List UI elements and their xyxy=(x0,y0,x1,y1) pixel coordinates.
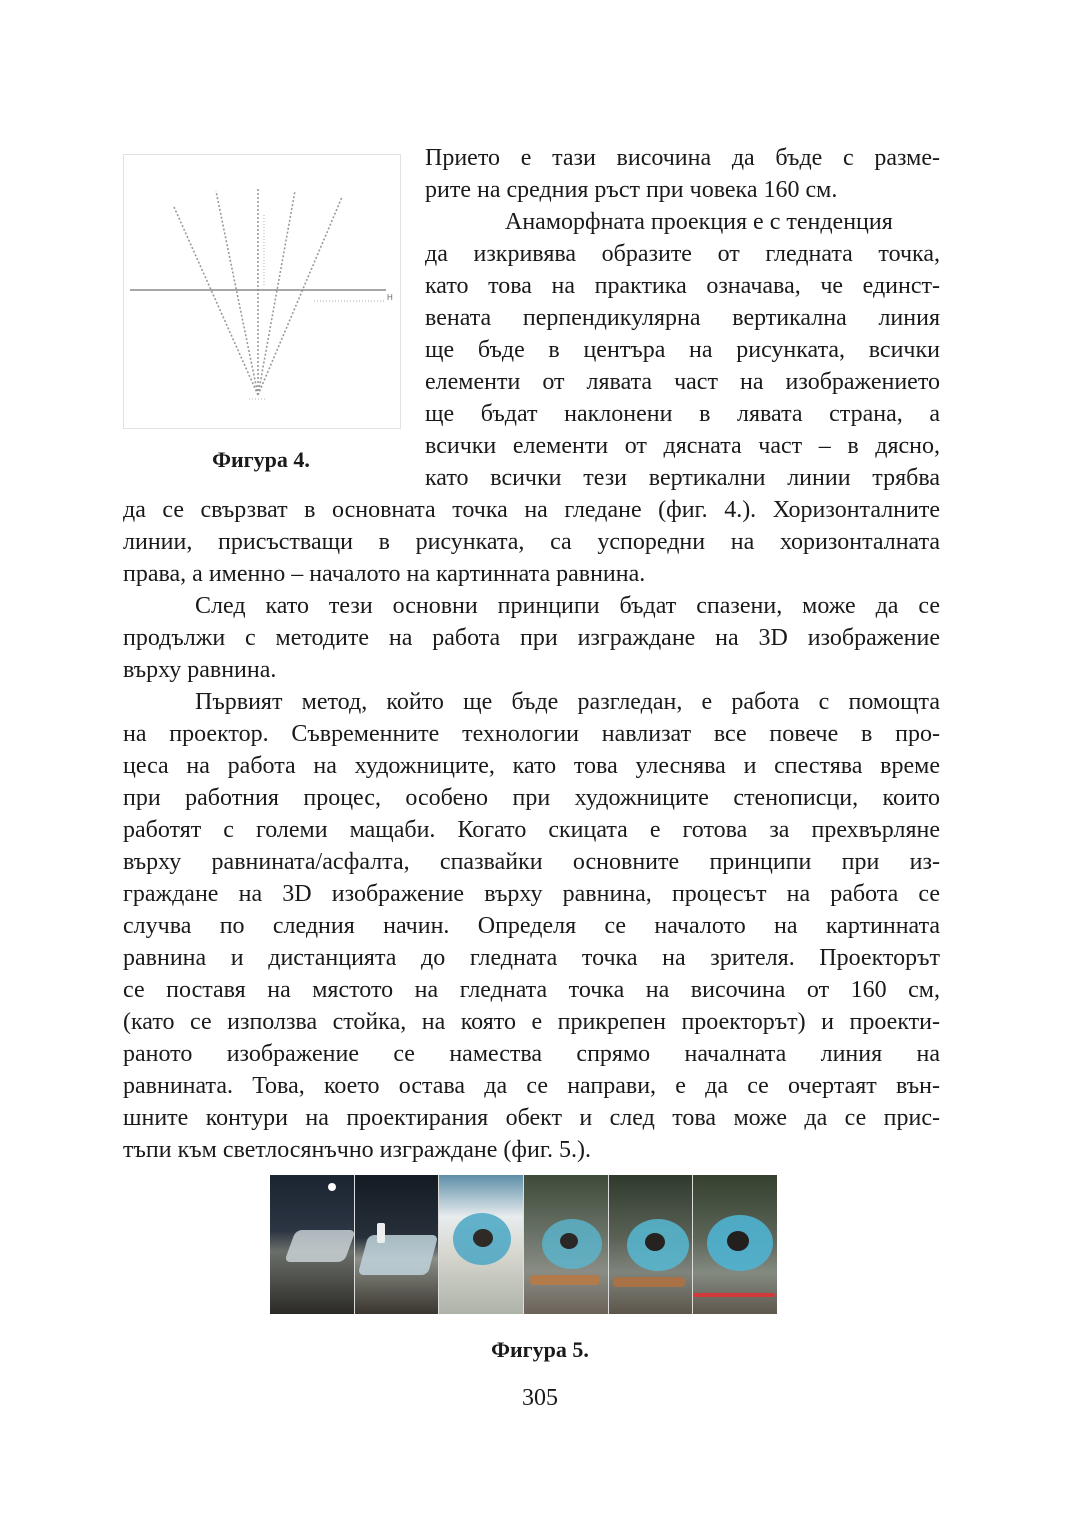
figure-5-photo-strip xyxy=(270,1175,777,1314)
paragraph-2 xyxy=(123,590,940,686)
figure-4-diagram xyxy=(123,154,401,429)
text-line: линии, присъстващи в рисунката, са успоредни на хоризонталната xyxy=(123,529,940,555)
text-line: на проектор. Съвременните технологии навлизат все повече в про- xyxy=(123,721,940,747)
text-line: вената перпендикулярна вертикална линия xyxy=(425,305,940,331)
text-line: След като тези основни принципи бъдат спазени, може да се xyxy=(195,593,940,619)
paragraph-1-continued xyxy=(123,494,940,590)
photo-outlining-drawing xyxy=(524,1175,609,1314)
text-line: върху равнина. xyxy=(123,657,277,683)
photo-painting-in-progress xyxy=(609,1175,694,1314)
figure-4-caption: Фигура 4. xyxy=(212,447,310,472)
wrapped-text-column xyxy=(425,142,940,494)
text-line: граждане на 3D изображение върху равнина, процесът на работа се xyxy=(123,881,940,907)
photo-finished-3d-drawing xyxy=(693,1175,777,1314)
text-line: права, а именно – началото на картинната равнина. xyxy=(123,561,646,587)
paragraph-3 xyxy=(123,686,940,1166)
text-line: равнината. Това, което остава да се направи, е да се очертаят вън- xyxy=(123,1073,940,1099)
text-line: като всички тези вертикални линии трябва xyxy=(425,465,940,491)
perspective-lines-drawing xyxy=(124,155,400,428)
left-outer-line xyxy=(174,207,258,395)
photo-projector-night xyxy=(270,1175,355,1314)
text-line: тъпи към светлосянъчно изграждане (фиг. 5.). xyxy=(123,1137,591,1163)
text-line: да изкривява образите от гледната точка, xyxy=(425,241,940,267)
text-line: Анаморфната проекция е с тенденция xyxy=(505,209,893,235)
photo-sketch-on-paper xyxy=(439,1175,524,1314)
text-line: случва по следния начин. Определя се началото на картинната xyxy=(123,913,940,939)
text-line: рите на средния ръст при човека 160 см. xyxy=(425,177,838,203)
text-line: при работния процес, особено при художниците стенописци, които xyxy=(123,785,940,811)
text-line: ще бъдат наклонени в лявата страна, а xyxy=(425,401,940,427)
text-line: като това на практика означава, че единст- xyxy=(425,273,940,299)
text-line: елементи от лявата част на изображението xyxy=(425,369,940,395)
h-marker: H xyxy=(387,293,393,302)
text-line: шните контури на проектирания обект и след това може да се прис- xyxy=(123,1105,940,1131)
text-line: върху равнината/асфалта, спазвайки основните принципи при из- xyxy=(123,849,940,875)
text-line: цеса на работа на художниците, като това улеснява и спестява време xyxy=(123,753,940,779)
figure-5-caption: Фигура 5. xyxy=(491,1337,589,1362)
left-inner-line xyxy=(216,191,258,395)
text-line: Прието е тази височина да бъде с разме- xyxy=(425,145,940,171)
text-line: всички елементи от дясната част – в дясно, xyxy=(425,433,940,459)
page-number: 305 xyxy=(522,1385,558,1411)
text-line: се поставя на мястото на гледната точка на височина от 160 см, xyxy=(123,977,940,1003)
text-line: Първият метод, който ще бъде разгледан, е работа с помощта xyxy=(195,689,940,715)
text-line: (като се използва стойка, на която е прикрепен проекторът) и проекти- xyxy=(123,1009,940,1035)
photo-projection-on-asphalt xyxy=(355,1175,440,1314)
text-line: раното изображение се намества спрямо началната линия на xyxy=(123,1041,940,1067)
text-line: ще бъде в центъра на рисунката, всички xyxy=(425,337,940,363)
right-outer-line xyxy=(258,197,342,395)
text-line: работят с големи мащаби. Когато скицата е готова за прехвърляне xyxy=(123,817,940,843)
text-line: да се свързват в основната точка на гледане (фиг. 4.). Хоризонталните xyxy=(123,497,940,523)
text-line: равнина и дистанцията до гледната точка на зрителя. Проекторът xyxy=(123,945,940,971)
text-line: продължи с методите на работа при изграждане на 3D изображение xyxy=(123,625,940,651)
